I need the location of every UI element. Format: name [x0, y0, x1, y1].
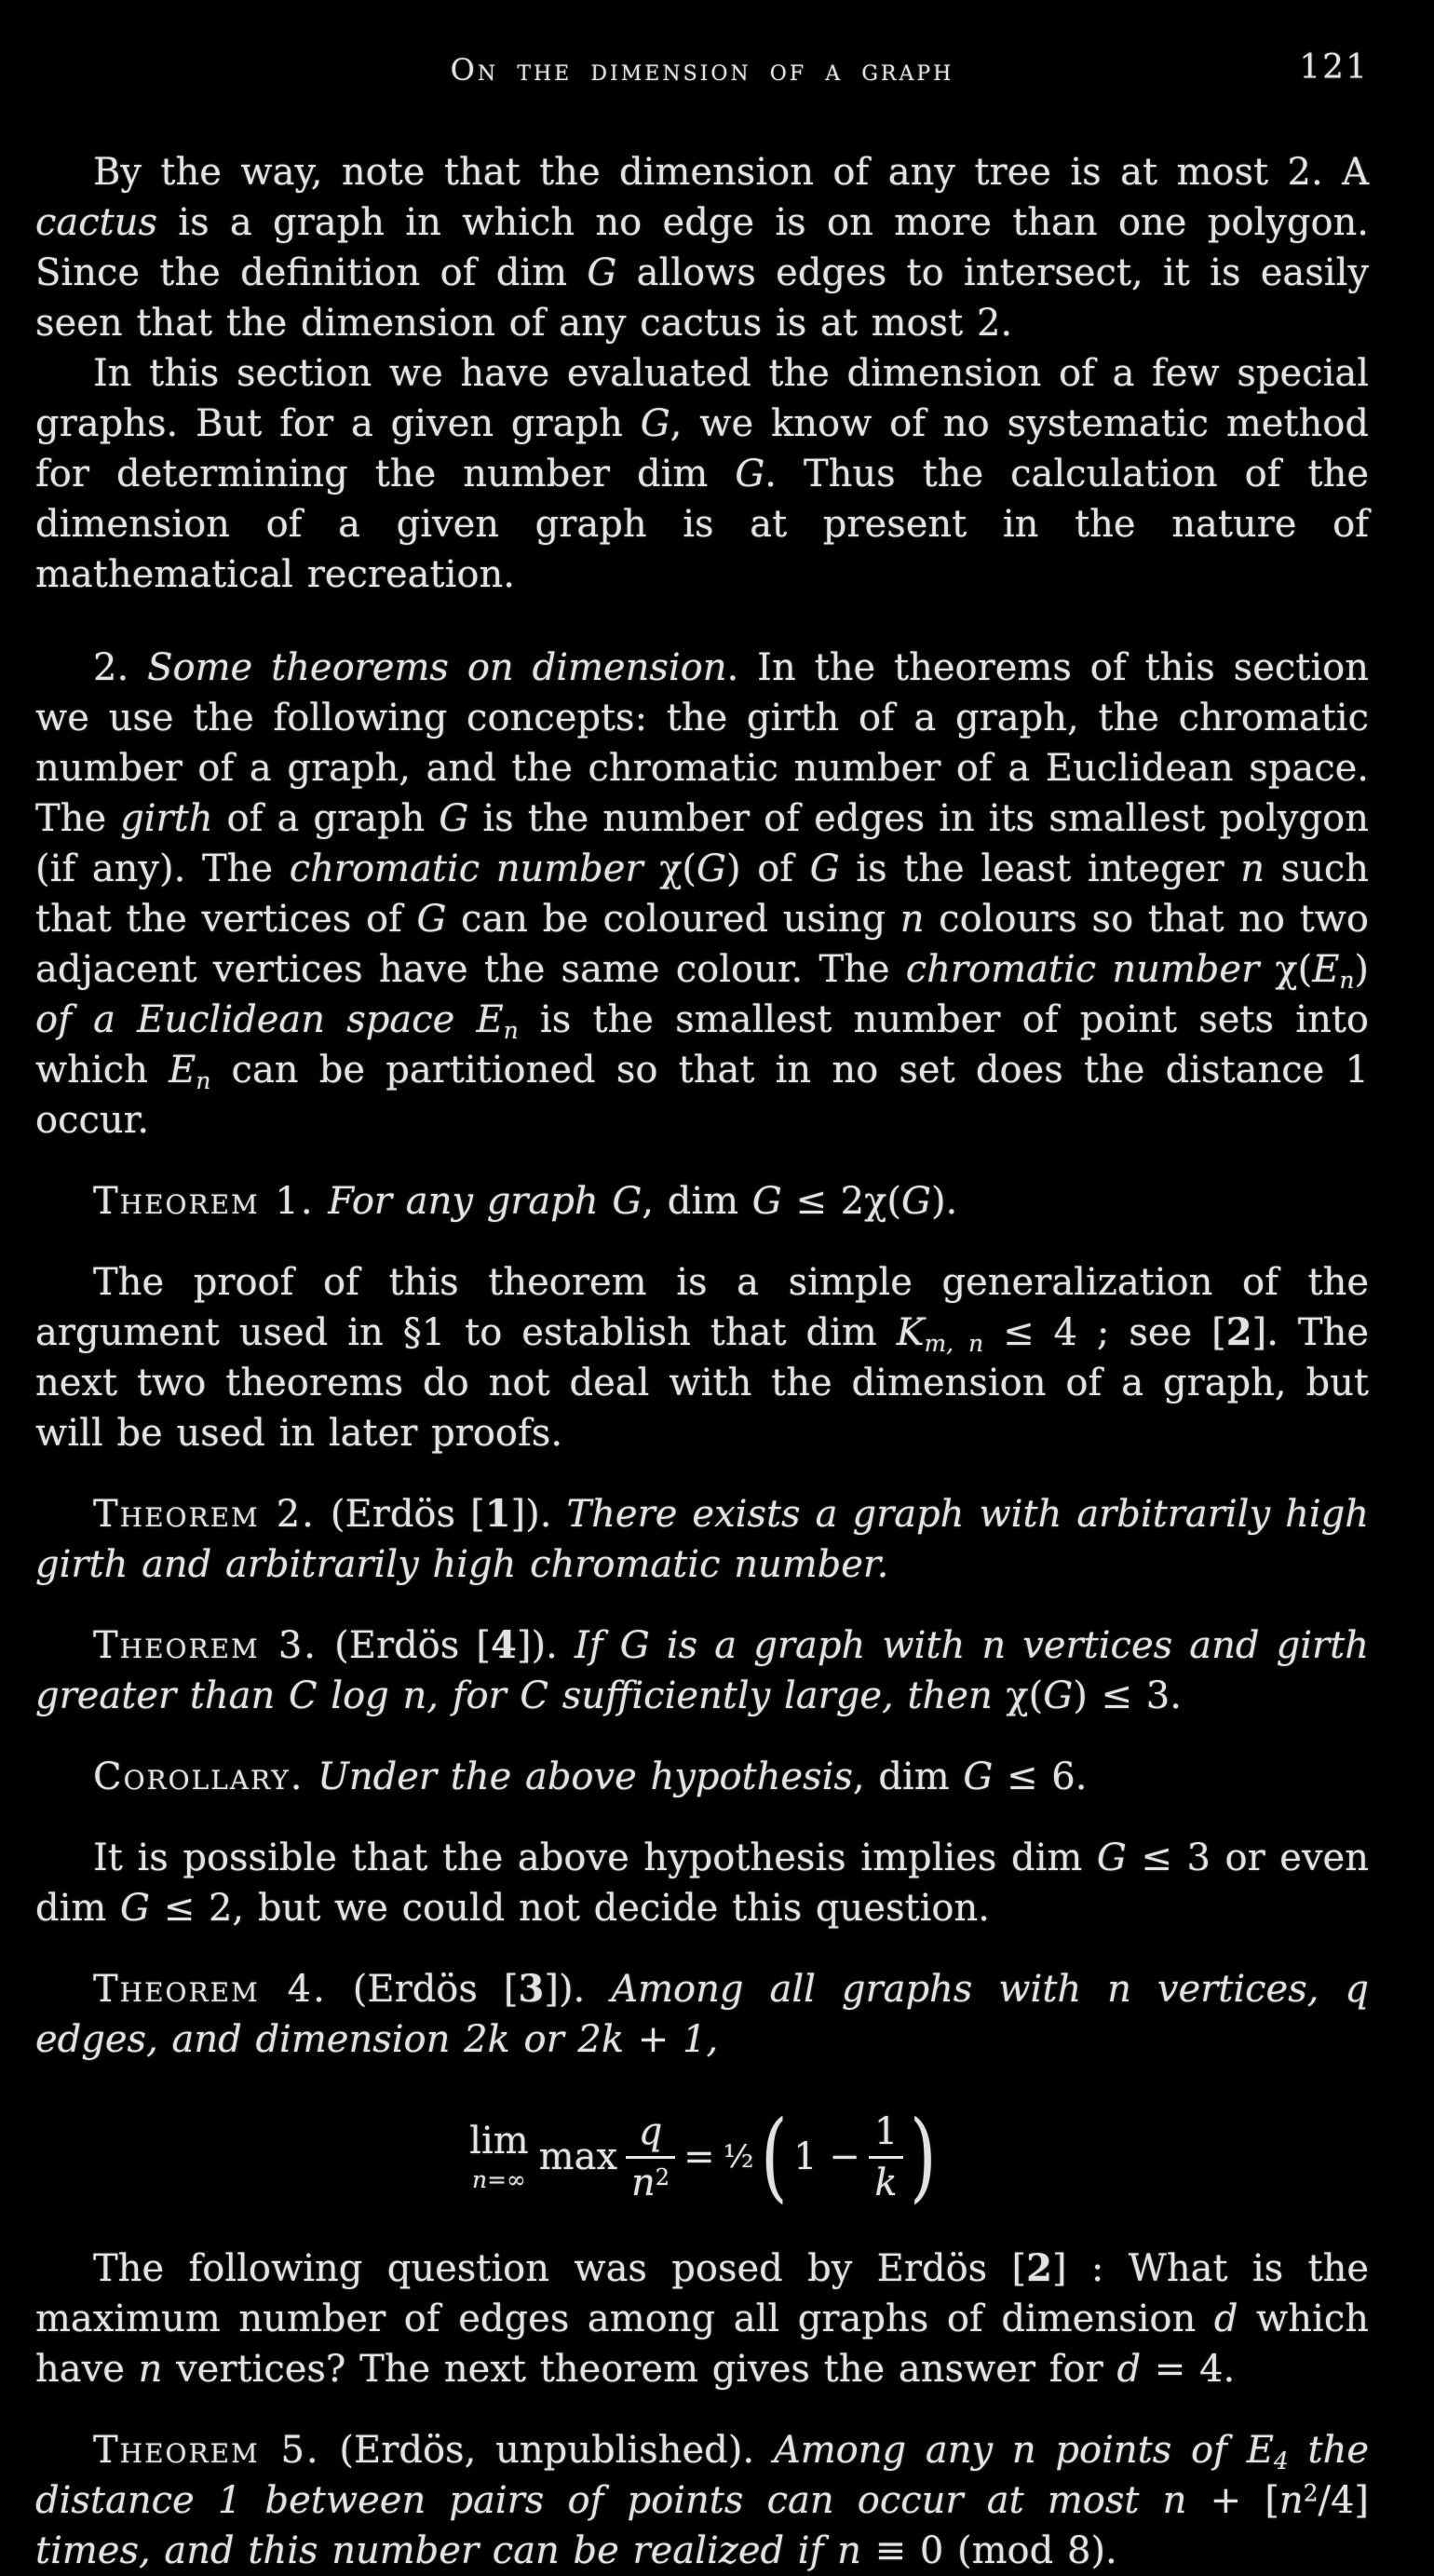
page-header	[35, 48, 1369, 93]
one-half-coefficient: ½	[723, 2138, 754, 2176]
lim-subscript: n=∞	[471, 2166, 526, 2193]
limit-equation	[35, 2083, 1369, 2230]
fraction-denominator: $n^2$	[631, 2161, 670, 2204]
fraction-bar	[869, 2156, 903, 2159]
equals-sign: =	[683, 2135, 715, 2178]
section-2-paragraph: 2. Some theorems on dimension. In the theorems of this section we use the following concepts: the girth of a graph, the chromatic number of a graph, and the chromatic number of a Euclidean space. The girth of a graph G is the number of edges in its smallest polygon (if any). The chromatic number χ(G) of G is the least integer n such that the vertices of G can be coloured using n colours so that no two adjacent vertices have the same colour. The chromatic number χ(En) of a Euclidean space En is the smallest number of point sets into which En can be partitioned so that in no set does the distance 1 occur.	[35, 646, 1370, 1142]
fraction-one-over-k	[869, 2109, 903, 2204]
page-title: On the dimension of a graph	[450, 52, 954, 88]
article-body	[35, 147, 1369, 2576]
theorem-4: Theorem 4. (Erdös [3]). Among all graphs with n vertices, q edges, and dimension 2k or 2k + 1,	[35, 1967, 1369, 2061]
limit-operator	[469, 2122, 529, 2191]
paragraph-cactus: By the way, note that the dimension of any tree is at most 2. A cactus is a graph in which no edge is on more than one polygon. Since the definition of dim G allows edges to intersect, it is easily seen that the dimension of any cactus is at most 2.	[35, 151, 1369, 345]
fraction-denominator: k	[874, 2161, 898, 2204]
close-parenthesis: )	[910, 2099, 937, 2214]
fraction-bar	[626, 2156, 675, 2159]
fraction-numerator: q	[638, 2109, 663, 2153]
paragraph-overview: In this section we have evaluated the dimension of a few special graphs. But for a given graph G, we know of no systematic method for determining the number dim G. Thus the calculation of the dimension of a given graph is at present in the nature of mathematical recreation.	[35, 352, 1369, 596]
paragraph-open-question: It is possible that the above hypothesis implies dim G ≤ 3 or even dim G ≤ 2, but we could not decide this question.	[35, 1837, 1369, 1930]
max-operator: max	[538, 2135, 618, 2178]
paragraph-proof-note: The proof of this theorem is a simple generalization of the argument used in §1 to establish that dim Km, n ≤ 4 ; see [2]. The next two theorems do not deal with the dimension of a graph, but will be used in later proofs.	[35, 1261, 1370, 1455]
lim-label: lim	[469, 2120, 529, 2162]
open-parenthesis: (	[760, 2099, 788, 2214]
fraction-numerator: 1	[873, 2109, 899, 2153]
corollary: Corollary. Under the above hypothesis, dim G ≤ 6.	[93, 1756, 1088, 1798]
theorem-2: Theorem 2. (Erdös [1]). There exists a graph with arbitrarily high girth and arbitrarily high chromatic number.	[35, 1492, 1369, 1586]
one-minus: 1 −	[793, 2135, 860, 2178]
theorem-5: Theorem 5. (Erdös, unpublished). Among any n points of E4 the distance 1 between pairs of points can occur at most $n + [n^2/4]$ times, and this number can be realized if n ≡ 0 (mod 8).	[35, 2429, 1369, 2572]
paragraph-erdos-question: The following question was posed by Erdös [2] : What is the maximum number of edges among all graphs of dimension d which have n vertices? The next theorem gives the answer for d = 4.	[35, 2246, 1370, 2391]
theorem-1: Theorem 1. For any graph G, dim G ≤ 2χ(G).	[93, 1180, 958, 1223]
fraction-q-over-n-squared	[626, 2109, 675, 2204]
page-number: 121	[1299, 48, 1369, 87]
theorem-3: Theorem 3. (Erdös [4]). If G is a graph with n vertices and girth greater than C log n, for C sufficiently large, then χ(G) ≤ 3.	[35, 1623, 1370, 1717]
